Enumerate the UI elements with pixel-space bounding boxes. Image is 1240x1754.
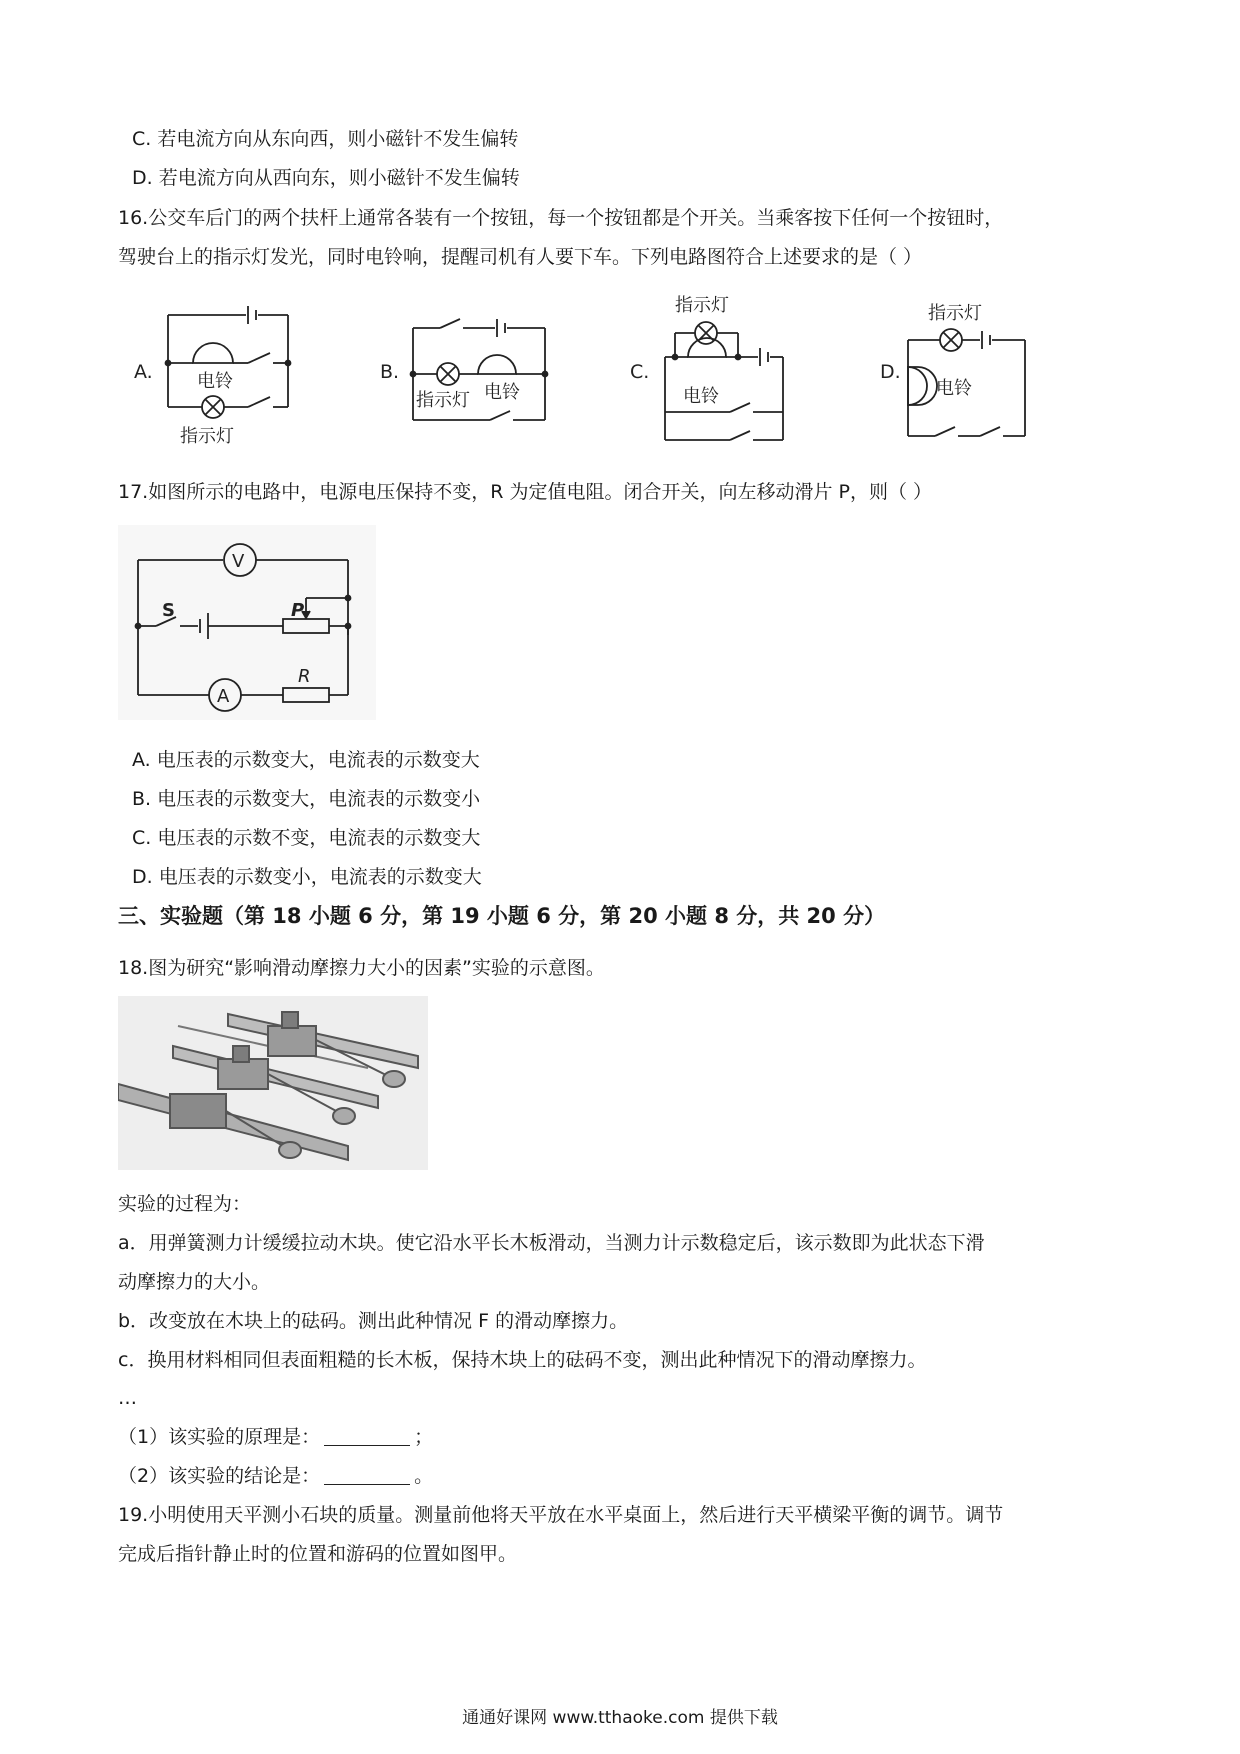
q17-option-b: B. 电压表的示数变大，电流表的示数变小 [132, 788, 481, 810]
q18-step-a-line2: 动摩擦力的大小。 [118, 1271, 271, 1293]
q18-process-label: 实验的过程为： [118, 1193, 252, 1215]
section-3-title: 三、实验题（第 18 小题 6 分，第 19 小题 6 分，第 20 小题 8 分，共 20 分） [118, 904, 886, 928]
circuit-a-lamp-label: 指示灯 [180, 426, 234, 447]
q18-sub2 [118, 1463, 433, 1489]
circuit-c [630, 295, 783, 440]
circuit-d [880, 303, 1025, 436]
q18-sub1-blank[interactable] [324, 1427, 410, 1446]
circuit-b [380, 319, 548, 420]
q18-ellipsis: … [118, 1387, 137, 1409]
q18-step-b: b．改变放在木块上的砝码。测出此种情况 F 的滑动摩擦力。 [118, 1310, 629, 1332]
q18-sub2-blank[interactable] [324, 1466, 410, 1485]
q17-circuit-figure [118, 525, 376, 720]
slider-p-label: P [291, 600, 305, 621]
q16-stem-line1: 16.公交车后门的两个扶杆上通常各装有一个按钮，每一个按钮都是个开关。当乘客按下任何一个按钮时， [118, 207, 1004, 229]
page-footer: 通通好课网 www.tthaoke.com 提供下载 [462, 1708, 778, 1728]
q19-stem-line2: 完成后指针静止时的位置和游码的位置如图甲。 [118, 1543, 518, 1565]
q17-stem: 17.如图所示的电路中，电源电压保持不变，R 为定值电阻。闭合开关，向左移动滑片 P，则（ ） [118, 481, 932, 503]
q17-option-a: A. 电压表的示数变大，电流表的示数变大 [132, 749, 480, 771]
q18-step-a-line1: a．用弹簧测力计缓缓拉动木块。使它沿水平长木板滑动，当测力计示数稳定后，该示数即为此状态下滑 [118, 1232, 985, 1254]
circuit-b-label: B. [380, 361, 400, 383]
q18-sub1-end: ； [414, 1426, 434, 1448]
q16-stem-line2: 驾驶台上的指示灯发光，同时电铃响，提醒司机有人要下车。下列电路图符合上述要求的是（ ） [118, 246, 923, 268]
circuit-a-bell-label: 电铃 [197, 371, 233, 392]
switch-s-label: S [162, 600, 175, 621]
circuit-c-label: C. [630, 361, 650, 383]
q15-option-c: C. 若电流方向从东向西，则小磁针不发生偏转 [132, 128, 519, 150]
q18-sub1 [118, 1424, 433, 1450]
q18-sub2-text: （2）该实验的结论是： [118, 1465, 321, 1487]
q17-option-d: D. 电压表的示数变小，电流表的示数变大 [132, 866, 482, 888]
ammeter-label: A [217, 686, 230, 707]
q15-option-d: D. 若电流方向从西向东，则小磁针不发生偏转 [132, 167, 520, 189]
circuit-d-lamp-label: 指示灯 [928, 303, 982, 324]
resistor-r-label: R [298, 666, 311, 687]
circuit-d-label: D. [880, 361, 901, 383]
voltmeter-label: V [232, 551, 245, 572]
circuit-b-bell-label: 电铃 [484, 382, 520, 403]
circuit-b-lamp-label: 指示灯 [416, 390, 470, 411]
q16-circuit-figures [0, 290, 1240, 455]
circuit-a-label: A. [134, 361, 153, 383]
friction-experiment-figure [118, 996, 428, 1170]
q18-step-c: c．换用材料相同但表面粗糙的长木板，保持木块上的砝码不变，测出此种情况下的滑动摩擦力。 [118, 1349, 927, 1371]
q18-stem: 18.图为研究“影响滑动摩擦力大小的因素”实验的示意图。 [118, 957, 605, 979]
circuit-c-lamp-label: 指示灯 [675, 295, 729, 316]
circuit-a [134, 306, 291, 447]
q18-sub1-text: （1）该实验的原理是： [118, 1426, 321, 1448]
circuit-c-bell-label: 电铃 [683, 386, 719, 407]
circuit-d-bell-label: 电铃 [936, 378, 972, 399]
q19-stem-line1: 19.小明使用天平测小石块的质量。测量前他将天平放在水平桌面上，然后进行天平横梁平衡的调节。调节 [118, 1504, 1004, 1526]
q17-option-c: C. 电压表的示数不变，电流表的示数变大 [132, 827, 481, 849]
q18-sub2-end: 。 [414, 1465, 434, 1487]
